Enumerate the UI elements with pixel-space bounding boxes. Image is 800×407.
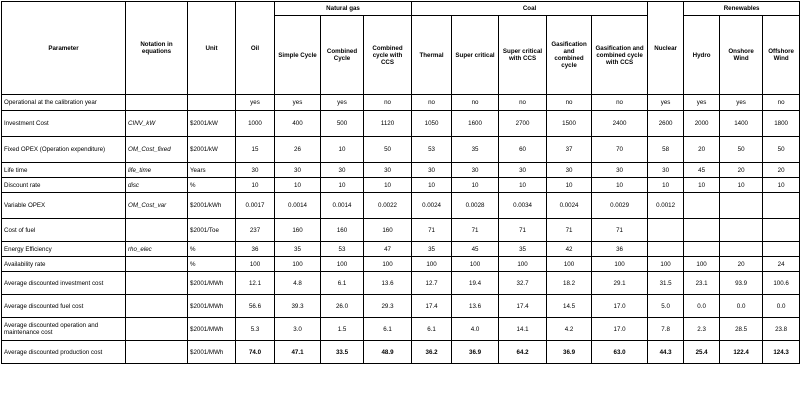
value-cell: 2400: [592, 111, 648, 137]
value-cell: 13.6: [452, 295, 499, 318]
value-cell: 53: [321, 242, 364, 257]
value-cell: 1000: [236, 111, 275, 137]
value-cell: 29.1: [592, 272, 648, 295]
header-unit: Unit: [188, 2, 236, 95]
value-cell: 30: [499, 163, 547, 178]
table-row: [2, 272, 800, 295]
value-cell: 30: [592, 163, 648, 178]
value-cell: 60: [499, 137, 547, 163]
value-cell: 36.2: [412, 341, 452, 364]
unit-cell: Years: [188, 163, 236, 178]
value-cell: 1.5: [321, 318, 364, 341]
table-row: [2, 341, 800, 364]
value-cell: 10: [763, 178, 800, 193]
value-cell: 1800: [763, 111, 800, 137]
value-cell: 10: [684, 178, 720, 193]
value-cell: 2700: [499, 111, 547, 137]
value-cell: 14.5: [547, 295, 592, 318]
unit-cell: %: [188, 242, 236, 257]
value-cell: 0.0014: [275, 193, 321, 219]
value-cell: 50: [763, 137, 800, 163]
parameter-cell: Investment Cost: [2, 111, 126, 137]
parameter-cell: Availability rate: [2, 257, 126, 272]
parameter-cell: Cost of fuel: [2, 219, 126, 242]
value-cell: 100: [412, 257, 452, 272]
notation-cell: [126, 318, 188, 341]
header-group-natural-gas: Natural gas: [275, 2, 412, 16]
header-nuclear: Nuclear: [648, 2, 684, 95]
value-cell: 36: [236, 242, 275, 257]
table-row: [2, 163, 800, 178]
header-group-coal: Coal: [412, 2, 648, 16]
value-cell: 160: [321, 219, 364, 242]
value-cell: 44.3: [648, 341, 684, 364]
value-cell: 29.3: [364, 295, 412, 318]
header-super-critical: Super critical: [452, 16, 499, 95]
value-cell: 400: [275, 111, 321, 137]
notation-cell: rho_elec: [126, 242, 188, 257]
value-cell: 2600: [648, 111, 684, 137]
value-cell: 23.1: [684, 272, 720, 295]
table-row: [2, 295, 800, 318]
value-cell: 2000: [684, 111, 720, 137]
value-cell: 30: [321, 163, 364, 178]
table-row: [2, 137, 800, 163]
value-cell: 100: [648, 257, 684, 272]
value-cell: 0.0: [763, 295, 800, 318]
value-cell: [684, 242, 720, 257]
header-notation: Notation in equations: [126, 2, 188, 95]
value-cell: [648, 242, 684, 257]
value-cell: 53: [412, 137, 452, 163]
notation-cell: disc: [126, 178, 188, 193]
value-cell: 35: [275, 242, 321, 257]
value-cell: 71: [547, 219, 592, 242]
value-cell: 100: [364, 257, 412, 272]
value-cell: 10: [499, 178, 547, 193]
value-cell: yes: [236, 95, 275, 111]
value-cell: 10: [412, 178, 452, 193]
unit-cell: $2001/MWh: [188, 272, 236, 295]
value-cell: 4.8: [275, 272, 321, 295]
value-cell: 56.6: [236, 295, 275, 318]
value-cell: 19.4: [452, 272, 499, 295]
value-cell: 45: [452, 242, 499, 257]
header-simple-cycle: Simple Cycle: [275, 16, 321, 95]
value-cell: [763, 193, 800, 219]
value-cell: no: [547, 95, 592, 111]
value-cell: 10: [720, 178, 763, 193]
unit-cell: [188, 95, 236, 111]
parameter-cell: Fixed OPEX (Operation expenditure): [2, 137, 126, 163]
value-cell: 1120: [364, 111, 412, 137]
value-cell: 1500: [547, 111, 592, 137]
unit-cell: $2001/kW: [188, 111, 236, 137]
notation-cell: OM_Cost_var: [126, 193, 188, 219]
value-cell: 10: [364, 178, 412, 193]
value-cell: 0.0: [684, 295, 720, 318]
value-cell: 0.0012: [648, 193, 684, 219]
header-combined-cycle-ccs: Combined cycle with CCS: [364, 16, 412, 95]
value-cell: 0.0029: [592, 193, 648, 219]
value-cell: yes: [720, 95, 763, 111]
value-cell: 47.1: [275, 341, 321, 364]
value-cell: 0.0022: [364, 193, 412, 219]
value-cell: 36.9: [452, 341, 499, 364]
value-cell: 0.0034: [499, 193, 547, 219]
value-cell: 10: [648, 178, 684, 193]
parameter-cell: Average discounted fuel cost: [2, 295, 126, 318]
value-cell: 1050: [412, 111, 452, 137]
value-cell: yes: [684, 95, 720, 111]
value-cell: 50: [364, 137, 412, 163]
value-cell: 47: [364, 242, 412, 257]
header-oil: Oil: [236, 2, 275, 95]
value-cell: 30: [412, 163, 452, 178]
value-cell: 1600: [452, 111, 499, 137]
header-gasification-cc: Gasification and combined cycle: [547, 16, 592, 95]
value-cell: 30: [547, 163, 592, 178]
unit-cell: $2001/kW: [188, 137, 236, 163]
unit-cell: $2001/Toe: [188, 219, 236, 242]
value-cell: no: [499, 95, 547, 111]
value-cell: 6.1: [364, 318, 412, 341]
value-cell: 13.6: [364, 272, 412, 295]
value-cell: 18.2: [547, 272, 592, 295]
value-cell: [648, 219, 684, 242]
unit-cell: $2001/MWh: [188, 341, 236, 364]
notation-cell: OM_Cost_fixed: [126, 137, 188, 163]
value-cell: 26: [275, 137, 321, 163]
value-cell: 0.0017: [236, 193, 275, 219]
table-row: [2, 178, 800, 193]
value-cell: 100: [452, 257, 499, 272]
unit-cell: $2001/MWh: [188, 295, 236, 318]
value-cell: 93.9: [720, 272, 763, 295]
value-cell: 7.8: [648, 318, 684, 341]
value-cell: 1400: [720, 111, 763, 137]
notation-cell: CINV_kW: [126, 111, 188, 137]
value-cell: 20: [720, 163, 763, 178]
value-cell: 71: [499, 219, 547, 242]
value-cell: 30: [648, 163, 684, 178]
value-cell: 100: [275, 257, 321, 272]
notation-cell: [126, 272, 188, 295]
value-cell: 71: [592, 219, 648, 242]
value-cell: 100: [499, 257, 547, 272]
value-cell: 4.2: [547, 318, 592, 341]
value-cell: 30: [452, 163, 499, 178]
value-cell: 122.4: [720, 341, 763, 364]
value-cell: 37: [547, 137, 592, 163]
value-cell: 12.7: [412, 272, 452, 295]
value-cell: 15: [236, 137, 275, 163]
parameter-cell: Average discounted operation and maintenance cost: [2, 318, 126, 341]
header-combined-cycle: Combined Cycle: [321, 16, 364, 95]
value-cell: no: [452, 95, 499, 111]
value-cell: 6.1: [321, 272, 364, 295]
table-row: [2, 257, 800, 272]
value-cell: 20: [684, 137, 720, 163]
value-cell: [684, 193, 720, 219]
value-cell: [763, 219, 800, 242]
parameter-cell: Life time: [2, 163, 126, 178]
value-cell: 42: [547, 242, 592, 257]
value-cell: 70: [592, 137, 648, 163]
value-cell: 26.0: [321, 295, 364, 318]
value-cell: 0.0024: [547, 193, 592, 219]
parameter-cell: Energy Efficiency: [2, 242, 126, 257]
value-cell: 17.0: [592, 295, 648, 318]
parameter-cell: Discount rate: [2, 178, 126, 193]
header-onshore-wind: Onshore Wind: [720, 16, 763, 95]
table-row: [2, 318, 800, 341]
value-cell: 20: [763, 163, 800, 178]
value-cell: no: [592, 95, 648, 111]
cost-parameter-table: [1, 1, 800, 364]
value-cell: 10: [452, 178, 499, 193]
table-row: [2, 242, 800, 257]
value-cell: [720, 242, 763, 257]
value-cell: 12.1: [236, 272, 275, 295]
value-cell: 31.5: [648, 272, 684, 295]
value-cell: 35: [499, 242, 547, 257]
value-cell: 45: [684, 163, 720, 178]
notation-cell: [126, 219, 188, 242]
notation-cell: [126, 295, 188, 318]
value-cell: 36.9: [547, 341, 592, 364]
value-cell: 6.1: [412, 318, 452, 341]
value-cell: 71: [452, 219, 499, 242]
value-cell: 10: [236, 178, 275, 193]
value-cell: no: [412, 95, 452, 111]
value-cell: 17.4: [499, 295, 547, 318]
value-cell: 10: [321, 178, 364, 193]
value-cell: 33.5: [321, 341, 364, 364]
value-cell: 24: [763, 257, 800, 272]
notation-cell: [126, 341, 188, 364]
value-cell: 30: [364, 163, 412, 178]
notation-cell: life_time: [126, 163, 188, 178]
parameter-cell: Average discounted investment cost: [2, 272, 126, 295]
value-cell: 28.5: [720, 318, 763, 341]
value-cell: no: [364, 95, 412, 111]
notation-cell: [126, 257, 188, 272]
value-cell: 35: [452, 137, 499, 163]
value-cell: 0.0014: [321, 193, 364, 219]
value-cell: [763, 242, 800, 257]
notation-cell: [126, 95, 188, 111]
value-cell: 0.0024: [412, 193, 452, 219]
value-cell: 4.0: [452, 318, 499, 341]
value-cell: 14.1: [499, 318, 547, 341]
value-cell: 100: [321, 257, 364, 272]
table-body: [2, 95, 800, 364]
value-cell: 3.0: [275, 318, 321, 341]
value-cell: 39.3: [275, 295, 321, 318]
value-cell: 160: [364, 219, 412, 242]
parameter-cell: Operational at the calibration year: [2, 95, 126, 111]
value-cell: 0.0: [720, 295, 763, 318]
value-cell: 10: [275, 178, 321, 193]
value-cell: 74.0: [236, 341, 275, 364]
table-row: [2, 111, 800, 137]
table-row: [2, 95, 800, 111]
value-cell: yes: [321, 95, 364, 111]
unit-cell: %: [188, 178, 236, 193]
header-parameter: Parameter: [2, 2, 126, 95]
value-cell: 23.8: [763, 318, 800, 341]
value-cell: 30: [236, 163, 275, 178]
value-cell: [720, 219, 763, 242]
value-cell: 0.0028: [452, 193, 499, 219]
unit-cell: %: [188, 257, 236, 272]
value-cell: 30: [275, 163, 321, 178]
value-cell: 100: [236, 257, 275, 272]
header-super-critical-ccs: Super critical with CCS: [499, 16, 547, 95]
value-cell: 5.3: [236, 318, 275, 341]
value-cell: 10: [321, 137, 364, 163]
value-cell: 17.0: [592, 318, 648, 341]
value-cell: [684, 219, 720, 242]
value-cell: 10: [592, 178, 648, 193]
value-cell: 500: [321, 111, 364, 137]
value-cell: 36: [592, 242, 648, 257]
unit-cell: $2001/MWh: [188, 318, 236, 341]
value-cell: 100: [592, 257, 648, 272]
value-cell: 35: [412, 242, 452, 257]
value-cell: [720, 193, 763, 219]
header-offshore-wind: Offshore Wind: [763, 16, 800, 95]
value-cell: no: [763, 95, 800, 111]
parameter-cell: Variable OPEX: [2, 193, 126, 219]
value-cell: yes: [275, 95, 321, 111]
value-cell: 5.0: [648, 295, 684, 318]
value-cell: 58: [648, 137, 684, 163]
header-gasification-cc-ccs: Gasification and combined cycle with CCS: [592, 16, 648, 95]
unit-cell: $2001/kWh: [188, 193, 236, 219]
value-cell: 2.3: [684, 318, 720, 341]
table-row: [2, 193, 800, 219]
value-cell: 100: [547, 257, 592, 272]
header-hydro: Hydro: [684, 16, 720, 95]
value-cell: 100: [684, 257, 720, 272]
value-cell: 100.6: [763, 272, 800, 295]
table-row: [2, 219, 800, 242]
parameter-cell: Average discounted production cost: [2, 341, 126, 364]
value-cell: 32.7: [499, 272, 547, 295]
value-cell: 10: [547, 178, 592, 193]
value-cell: 237: [236, 219, 275, 242]
value-cell: 64.2: [499, 341, 547, 364]
value-cell: 25.4: [684, 341, 720, 364]
header-group-renewables: Renewables: [684, 2, 800, 16]
value-cell: 124.3: [763, 341, 800, 364]
value-cell: 17.4: [412, 295, 452, 318]
value-cell: 48.9: [364, 341, 412, 364]
value-cell: 50: [720, 137, 763, 163]
value-cell: 71: [412, 219, 452, 242]
value-cell: yes: [648, 95, 684, 111]
header-thermal: Thermal: [412, 16, 452, 95]
value-cell: 160: [275, 219, 321, 242]
value-cell: 20: [720, 257, 763, 272]
value-cell: 63.0: [592, 341, 648, 364]
